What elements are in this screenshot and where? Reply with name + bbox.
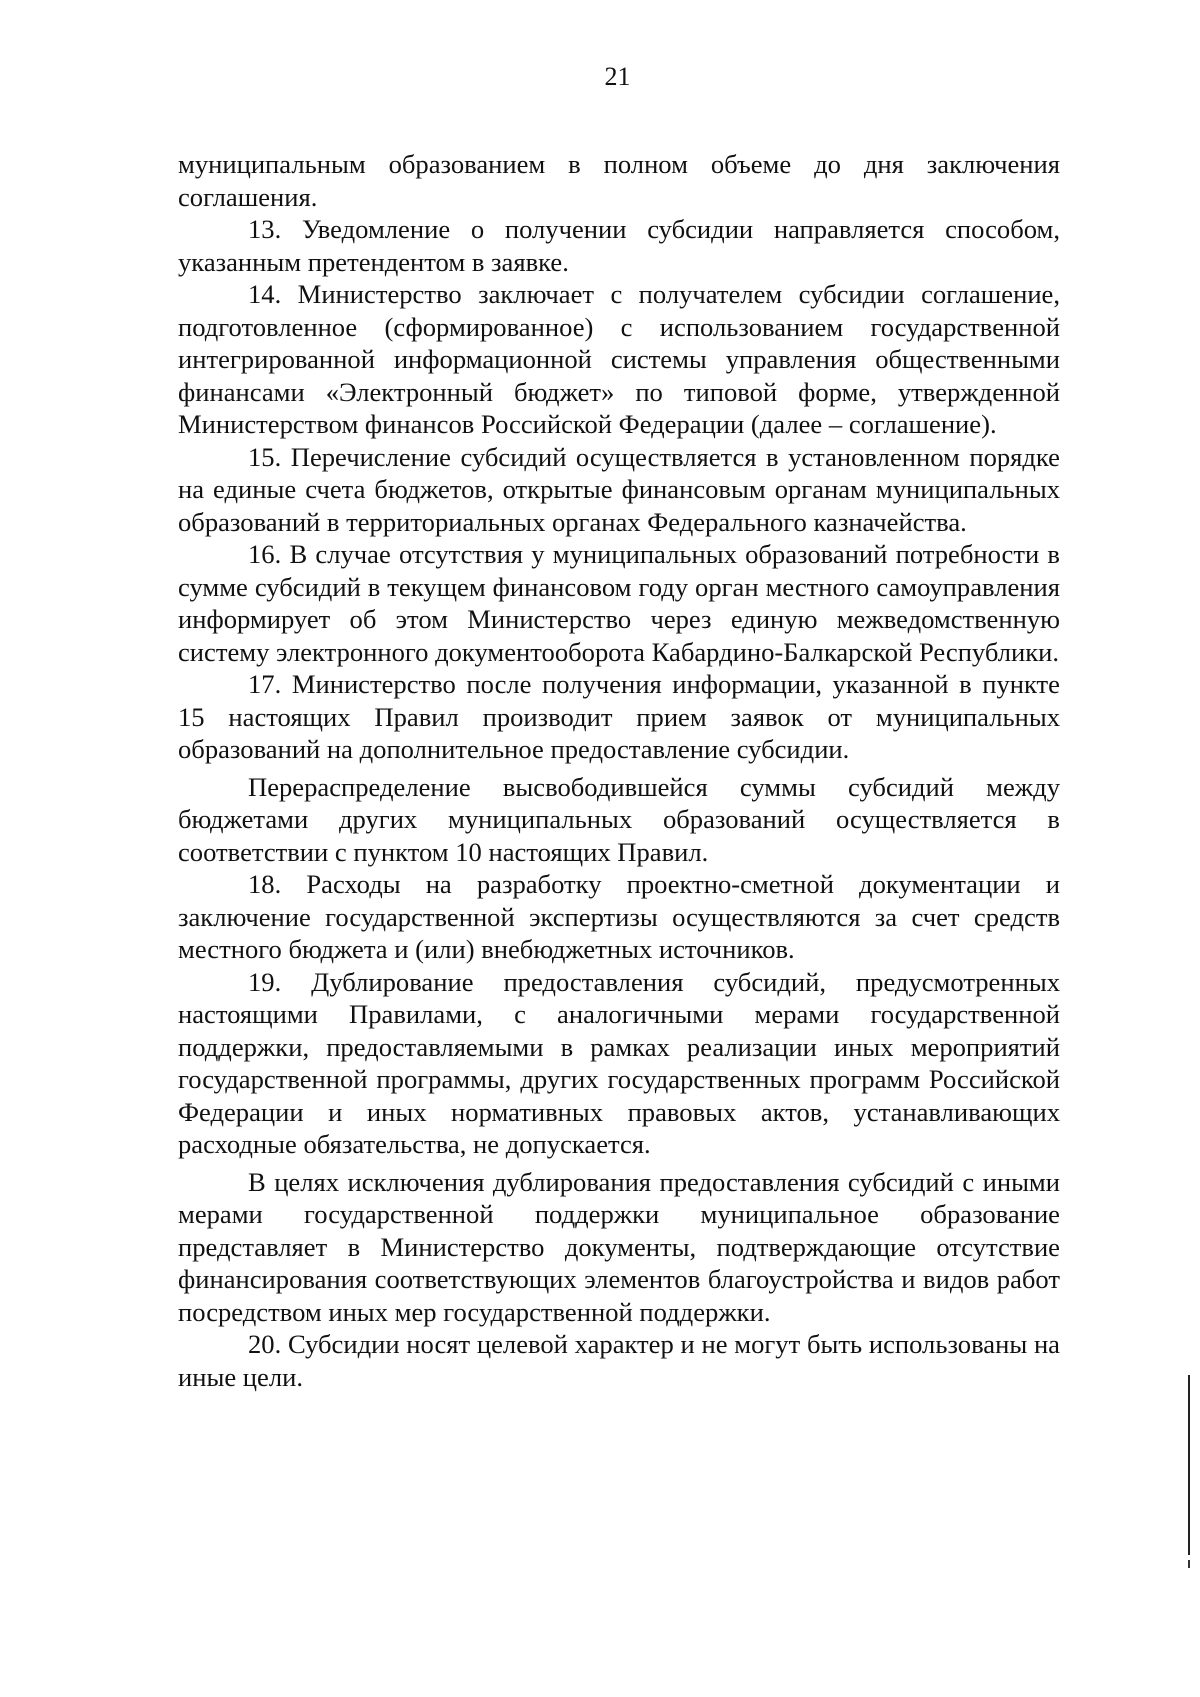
paragraph-item-18: 18. Расходы на разработку проектно-сметной документации и заключение государственной экспертизы осуществляются за счет средств местного бюджета и (или) внебюджетных источников.: [178, 869, 1060, 964]
document-body: [178, 148, 1060, 1393]
paragraph-item-15: 15. Перечисление субсидий осуществляется в установленном порядке на единые счета бюджетов, открытые финансовым органам муниципальных образований в территориальных органах Федерального казначейства.: [178, 441, 1060, 537]
paragraph-item-17: 17. Министерство после получения информации, указанной в пункте 15 настоящих Правил производит прием заявок от муниципальных образований на дополнительное предоставление субсидии.: [178, 669, 1060, 764]
scan-edge-dot: [1188, 1560, 1190, 1568]
paragraph-item-17-redistribution: Перераспределение высвободившейся суммы субсидий между бюджетами других муниципальных образований осуществляется в соответствии с пунктом 10 настоящих Правил.: [178, 771, 1060, 867]
paragraph-item-14: 14. Министерство заключает с получателем субсидии соглашение, подготовленное (сформированное) с использованием государственной интегрированной информационной системы управления общественными финансами «Электронный бюджет» по типовой форме, утвержденной Министерством финансов Российской Федерации (далее – соглашение).: [178, 279, 1060, 439]
scan-edge-mark: [1188, 1375, 1190, 1555]
page-number: 21: [604, 62, 631, 91]
paragraph-item-16: 16. В случае отсутствия у муниципальных образований потребности в сумме субсидий в текущем финансовом году орган местного самоуправления информирует об этом Министерство через единую межведомственную систему электронного документооборота Кабардино-Балкарской Республики.: [178, 539, 1060, 667]
paragraph-continuation: муниципальным образованием в полном объеме до дня заключения соглашения.: [178, 149, 1060, 212]
paragraph-item-19: 19. Дублирование предоставления субсидий, предусмотренных настоящими Правилами, с аналогичными мерами государственной поддержки, предоставляемыми в рамках реализации иных мероприятий государственной программы, других государственных программ Российской Федерации и иных нормативных правовых актов, устанавливающих расходные обязательства, не допускается.: [178, 966, 1060, 1159]
paragraph-item-19-exclusion: В целях исключения дублирования предоставления субсидий с иными мерами государственной поддержки муниципальное образование представляет в Министерство документы, подтверждающие отсутствие финансирования соответствующих элементов благоустройства и видов работ посредством иных мер государственной поддержки.: [178, 1166, 1060, 1327]
paragraph-item-13: 13. Уведомление о получении субсидии направляется способом, указанным претендентом в заявке.: [178, 214, 1060, 277]
paragraph-item-20: 20. Субсидии носят целевой характер и не могут быть использованы на иные цели.: [178, 1329, 1060, 1392]
